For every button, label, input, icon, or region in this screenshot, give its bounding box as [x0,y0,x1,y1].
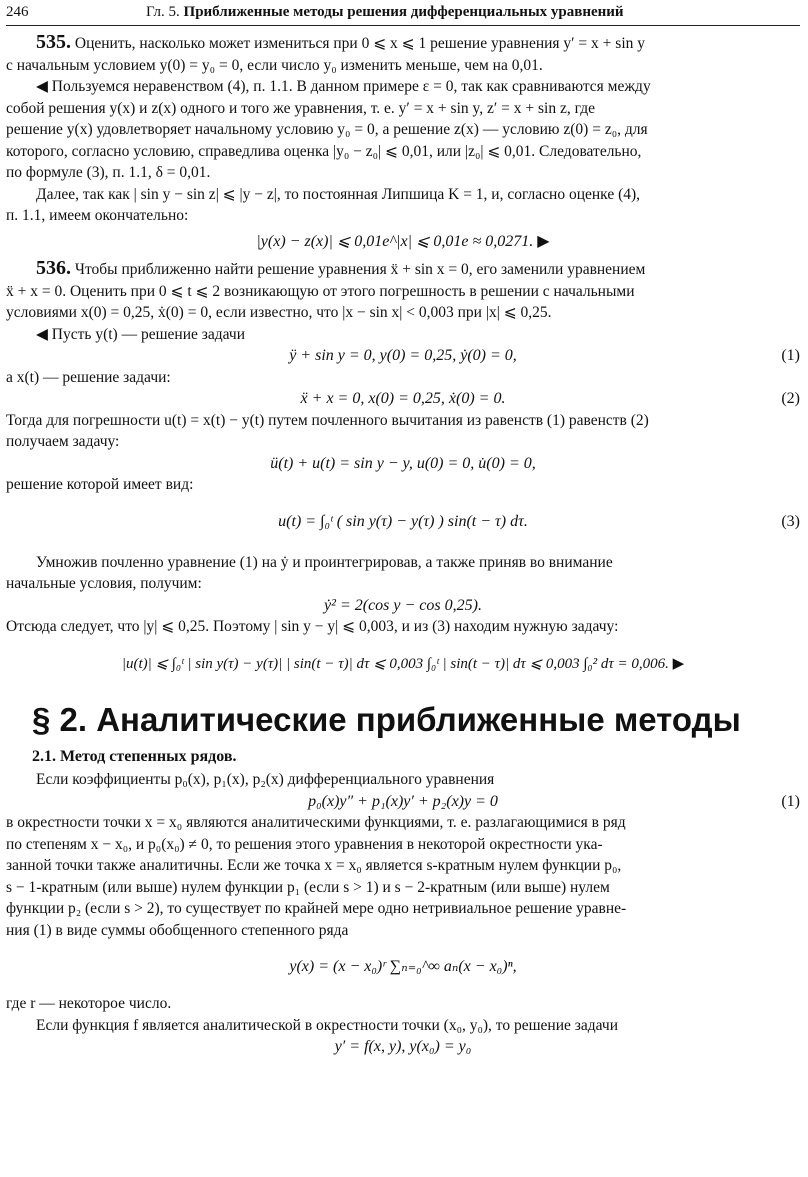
problem-number-536: 536. [36,258,71,279]
solution-535-line-1: ◀ Пользуемся неравенством (4), п. 1.1. В данном примере ε = 0, так как сравниваются между [36,78,651,95]
solution-536-hence: Отсюда следует, что |y| ⩽ 0,25. Поэтому | sin y − y| ⩽ 0,003, и из (3) находим нужную задачу: [6,618,619,635]
equation-3-body: u(t) = ∫₀ᵗ ( sin y(τ) − y(τ) ) sin(t − τ) dτ. [278,512,528,530]
equation-3 [6,496,800,548]
equation-2 [6,388,800,410]
section-line-8: где r — некоторое число. [6,995,172,1012]
equation-1-number: (1) [781,347,800,364]
problem-535-line-1 [6,32,800,55]
equation-535-final: |y(x) − z(x)| ⩽ 0,01e^|x| ⩽ 0,01e ≈ 0,0271. ▶ [256,232,550,250]
subsection-title: 2.1. Метод степенных рядов. [32,747,237,765]
section-line-4: занной точки также аналитичны. Если же точка x = x₀ является s-кратным нулем функции p₀, [6,857,622,874]
solution-536-let: ◀ Пусть y(t) — решение задачи [36,325,245,343]
equation-section-1-body: p₀(x)y″ + p₁(x)y′ + p₂(x)y = 0 [308,792,498,810]
solution-536-multiply-2: начальные условия, получим: [6,575,202,592]
chapter-label: Гл. 5. [146,4,180,20]
problem-number-535: 535. [36,32,71,53]
equation-2-body: ẍ + x = 0, x(0) = 0,25, ẋ(0) = 0. [300,390,506,407]
problem-535-text-1: Оценить, насколько может измениться при 0 ⩽ x ⩽ 1 решение уравнения y′ = x + sin y [74,35,646,52]
equation-series: y(x) = (x − x₀)ʳ ∑ₙ₌₀^∞ aₙ(x − x₀)ⁿ, [289,958,517,975]
solution-535-line-4: которого, согласно условию, справедлива оценка |y₀ − z₀| ⩽ 0,01, или |z₀| ⩽ 0,01. Следовательно, [6,142,642,160]
problem-536-line-2: ẍ + x = 0. Оценить при 0 ⩽ t ⩽ 2 возникающую от этого погрешность в решении с начальными [6,282,635,300]
equation-1 [6,345,800,367]
solution-536-and: а x(t) — решение задачи: [6,368,171,386]
solution-536-then-2: получаем задачу: [6,433,120,450]
page-header [6,2,800,24]
problem-536-line-3: условиями x(0) = 0,25, ẋ(0) = 0, если известно, что |x − sin x| < 0,003 при |x| ⩽ 0,25. [6,304,552,321]
equation-energy: ẏ² = 2(cos y − cos 0,25). [324,596,482,614]
solution-535-line-7: п. 1.1, имеем окончательно: [6,207,189,224]
section-line-9: Если функция f является аналитической в окрестности точки (x₀, y₀), то решение задачи [36,1016,619,1034]
equation-536-final: |u(t)| ⩽ ∫₀ᵗ | sin y(τ) − y(τ)| | sin(t − τ)| dτ ⩽ 0,003 ∫₀ᵗ | sin(t − τ)| dτ ⩽ 0,003 ∫₀² dτ = 0,006. ▶ [121,655,685,672]
solution-536-solution-text: решение которой имеет вид: [6,476,194,493]
section-line-7: ния (1) в виде суммы обобщенного степенного ряда [6,921,349,939]
section-title: § 2. Аналитические приближенные методы [32,700,741,738]
equation-section-1 [6,791,800,813]
page-content [6,32,800,1058]
equation-1-body: ÿ + sin y = 0, y(0) = 0,25, ẏ(0) = 0, [289,347,517,364]
section-line-3: по степеням x − x₀, и p₀(x₀) ≠ 0, то решения этого уравнения в некоторой окрестности ука- [6,835,603,853]
equation-3-number: (3) [781,512,800,530]
problem-536-text-1: Чтобы приближенно найти решение уравнения ẍ + sin x = 0, его заменили уравнением [74,261,646,278]
equation-last: y′ = f(x, y), y(x₀) = y₀ [334,1038,472,1055]
equation-2-number: (2) [781,390,800,407]
running-title: Приближенные методы решения дифференциальных уравнений [183,4,624,20]
running-head [146,2,624,24]
section-line-1: Если коэффициенты p₀(x), p₁(x), p₂(x) дифференциального уравнения [36,771,495,788]
solution-535-line-3: решение y(x) удовлетворяет начальному условию y₀ = 0, а решение z(x) — условию z(0) = z₀, для [6,121,648,138]
page-number: 246 [6,4,29,20]
solution-535-line-6: Далее, так как | sin y − sin z| ⩽ |y − z|, то постоянная Липшица K = 1, и, согласно оценке (4), [36,185,641,203]
problem-535-line-2: с начальным условием y(0) = y₀ = 0, если число y₀ изменить меньше, чем на 0,01. [6,56,543,74]
solution-536-then-1: Тогда для погрешности u(t) = x(t) − y(t) путем почленного вычитания из равенств (1) равенств (2) [6,411,649,429]
equation-section-1-number: (1) [781,792,800,810]
problem-536-line-1 [6,258,800,281]
section-line-6: функции p₂ (если s > 2), то существует по крайней мере одно нетривиальное решение уравне- [6,900,627,917]
section-line-5: s − 1-кратным (или выше) нулем функции p₁ (если s > 1) и s − 2-кратным (или выше) нулем [6,878,610,896]
solution-536-multiply-1: Умножив почленно уравнение (1) на ẏ и проинтегрировав, а также приняв во внимание [36,553,613,571]
equation-u: ü(t) + u(t) = sin y − y, u(0) = 0, u̇(0) = 0, [270,454,536,472]
section-line-2: в окрестности точки x = x₀ являются аналитическими функциями, т. е. разлагающимися в ряд [6,814,626,831]
solution-535-line-2: собой решения y(x) и z(x) одного и того же уравнения, т. е. y′ = x + sin y, z′ = x + sin z, где [6,99,595,117]
solution-535-line-5: по формуле (3), п. 1.1, δ = 0,01. [6,164,211,181]
header-rule [6,25,800,26]
